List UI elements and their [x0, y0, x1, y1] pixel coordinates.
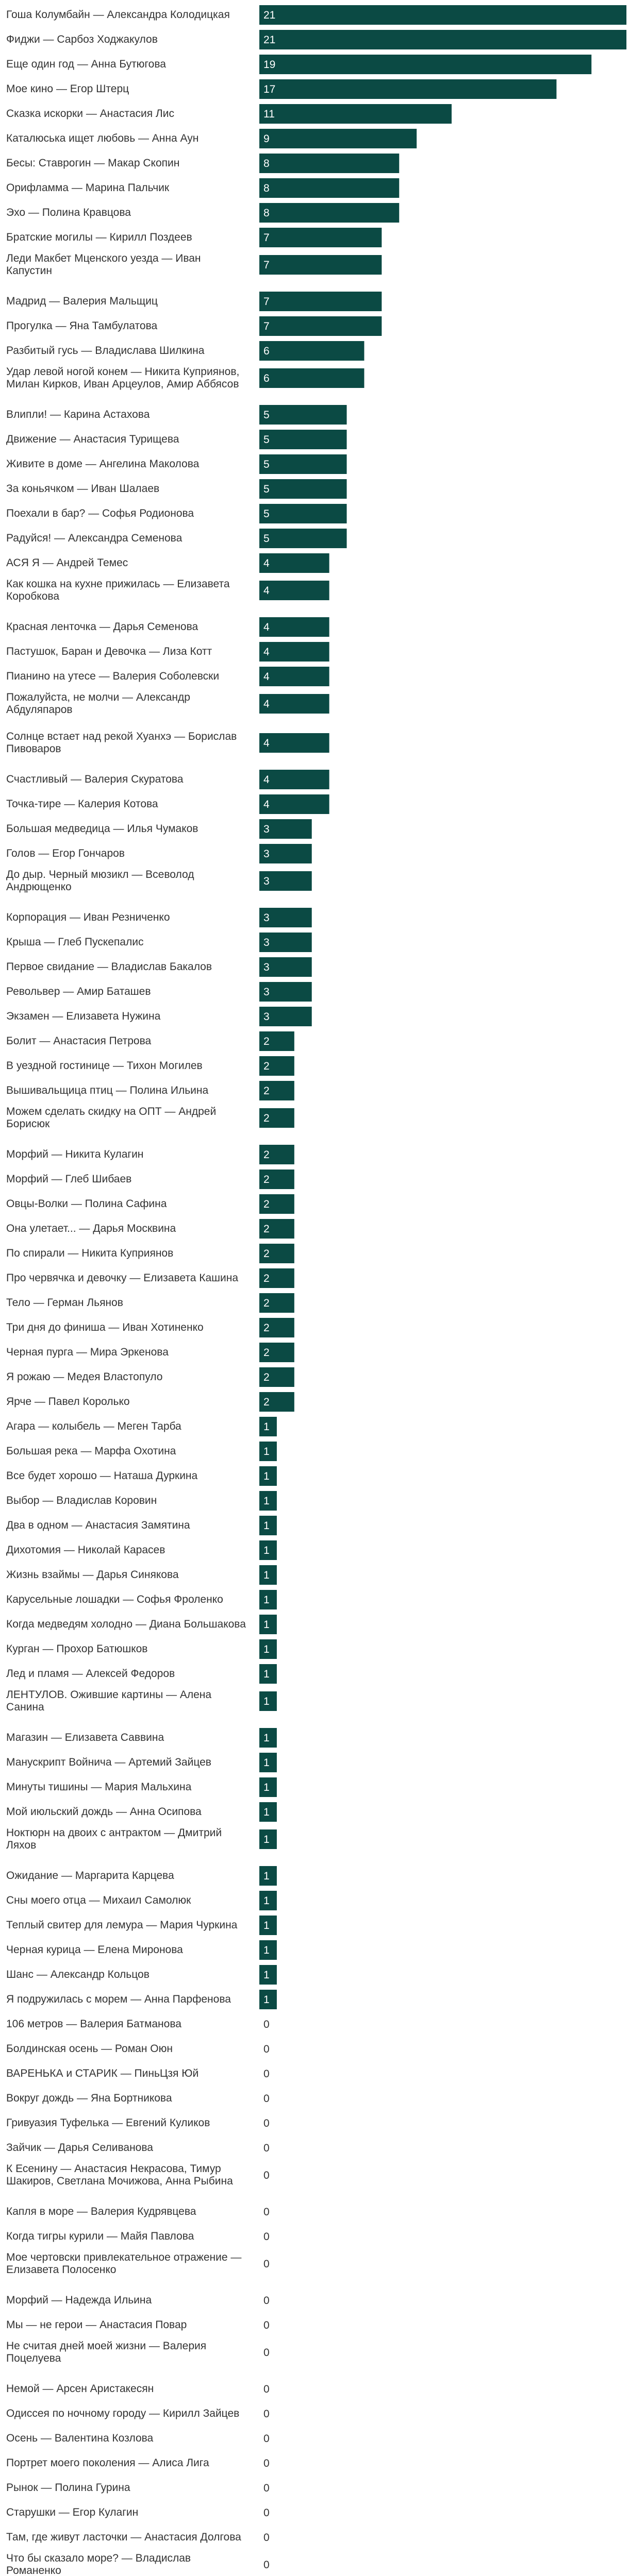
- value-label: 0: [263, 2458, 270, 2469]
- value-label: 0: [263, 2258, 270, 2270]
- bar: [259, 203, 399, 223]
- bar: [259, 504, 347, 523]
- category-label: Удар левой ногой конем — Никита Куприянов, Милан Кирков, Иван Арцеулов, Амир Аббясов: [6, 366, 240, 390]
- value-label: 0: [263, 2295, 270, 2307]
- category-label: Красная ленточка — Дарья Семенова: [6, 621, 198, 633]
- value-label: 7: [263, 259, 270, 271]
- category-label: Мое чертовски привлекательное отражение — Елизавета Полосенко: [6, 2251, 242, 2276]
- category-label: Пожалуйста, не молчи — Александр Абдуляпаров: [6, 691, 190, 716]
- category-label: Не считая дней моей жизни — Валерия Поцелуева: [6, 2340, 207, 2364]
- value-label: 0: [263, 2019, 270, 2030]
- value-label: 0: [263, 2231, 270, 2243]
- bar: [259, 733, 329, 753]
- category-label: Точка-тире — Калерия Котова: [6, 798, 158, 810]
- category-label: Карусельные лошадки — Софья Фроленко: [6, 1594, 223, 1605]
- value-label: 8: [263, 207, 270, 219]
- category-label: Пастушок, Баран и Девочка — Лиза Котт: [6, 646, 212, 657]
- category-label: За коньячком — Иван Шалаев: [6, 483, 160, 495]
- category-label: Три дня до финиша — Иван Хотиненко: [6, 1321, 204, 1333]
- value-label: 6: [263, 372, 270, 384]
- value-label: 1: [263, 1994, 270, 2006]
- bar: [259, 642, 329, 662]
- category-label: Теплый свитер для лемура — Мария Чуркина: [6, 1919, 238, 1931]
- value-label: 3: [263, 875, 270, 887]
- value-label: 3: [263, 848, 270, 860]
- category-label: Голов — Егор Гончаров: [6, 848, 125, 859]
- bar: [259, 770, 329, 789]
- value-label: 1: [263, 1895, 270, 1907]
- category-label: 106 метров — Валерия Батманова: [6, 2018, 181, 2030]
- value-label: 8: [263, 158, 270, 170]
- value-label: 0: [263, 2347, 270, 2359]
- value-label: 2: [263, 1371, 270, 1383]
- category-label: Агара — колыбель — Меген Тарба: [6, 1420, 181, 1432]
- value-label: 11: [263, 108, 275, 120]
- bar: [259, 405, 347, 425]
- value-label: 2: [263, 1223, 270, 1235]
- value-label: 1: [263, 1920, 270, 1931]
- category-label: Она улетает... — Дарья Москвина: [6, 1223, 176, 1234]
- category-label: ВАРЕНЬКА и СТАРИК — ПиньЦзя Юй: [6, 2067, 199, 2079]
- value-label: 5: [263, 508, 270, 520]
- category-label: Я рожаю — Медея Властопуло: [6, 1371, 163, 1383]
- value-label: 3: [263, 986, 270, 998]
- bar: [259, 341, 364, 361]
- value-label: 2: [263, 1085, 270, 1097]
- category-label: К Есенину — Анастасия Некрасова, Тимур Шакиров, Светлана Мочижова, Анна Рыбина: [6, 2163, 233, 2187]
- category-label: Большая река — Марфа Охотина: [6, 1445, 176, 1457]
- value-label: 1: [263, 1782, 270, 1793]
- value-label: 0: [263, 2068, 270, 2080]
- value-label: 4: [263, 671, 270, 683]
- category-label: Про червячка и девочку — Елизавета Кашина: [6, 1272, 239, 1284]
- category-label: Сказка искорки — Анастасия Лис: [6, 108, 174, 120]
- value-label: 0: [263, 2206, 270, 2218]
- bar: [259, 30, 626, 49]
- category-label: Болдинская осень — Роман Оюн: [6, 2043, 173, 2055]
- bar: [259, 5, 626, 25]
- category-label: Зайчик — Дарья Селиванова: [6, 2142, 153, 2154]
- bar: [259, 529, 347, 548]
- category-label: Корпорация — Иван Резниченко: [6, 911, 170, 923]
- value-label: 1: [263, 1732, 270, 1744]
- category-label: Все будет хорошо — Наташа Дуркина: [6, 1470, 198, 1482]
- category-label: Магазин — Елизавета Саввина: [6, 1732, 164, 1743]
- category-label: Как кошка на кухне прижилась — Елизавета Коробкова: [6, 578, 230, 602]
- bar: [259, 104, 452, 124]
- value-label: 2: [263, 1174, 270, 1185]
- category-label: Старушки — Егор Кулагин: [6, 2506, 139, 2518]
- category-label: Еще один год — Анна Бутюгова: [6, 58, 166, 70]
- category-label: Эхо — Полина Кравцова: [6, 207, 131, 218]
- category-label: Прогулка — Яна Тамбулатова: [6, 320, 158, 332]
- bar: [259, 79, 556, 99]
- category-label: Револьвер — Амир Баташев: [6, 986, 151, 997]
- value-label: 1: [263, 1757, 270, 1769]
- category-label: Вокруг дождь — Яна Бортникова: [6, 2092, 172, 2104]
- category-label: Портрет моего поколения — Алиса Лига: [6, 2457, 209, 2469]
- category-label: Болит — Анастасия Петрова: [6, 1035, 152, 1047]
- category-label: Когда тигры курили — Майя Павлова: [6, 2230, 194, 2242]
- bar: [259, 316, 382, 336]
- value-label: 2: [263, 1248, 270, 1260]
- value-label: 4: [263, 698, 270, 710]
- value-label: 1: [263, 1520, 270, 1532]
- category-label: Овцы-Волки — Полина Сафина: [6, 1198, 167, 1210]
- value-label: 2: [263, 1198, 270, 1210]
- category-label: Капля в море — Валерия Кудрявцева: [6, 2206, 196, 2217]
- category-label: Бесы: Ставрогин — Макар Скопин: [6, 157, 180, 169]
- category-label: По спирали — Никита Куприянов: [6, 1247, 174, 1259]
- category-label: Черная пурга — Мира Эркенова: [6, 1346, 169, 1358]
- value-label: 0: [263, 2507, 270, 2519]
- value-label: 0: [263, 2433, 270, 2445]
- value-label: 5: [263, 434, 270, 446]
- category-label: Манускрипт Войнича — Артемий Зайцев: [6, 1756, 211, 1768]
- category-label: Разбитый гусь — Владислава Шилкина: [6, 345, 205, 357]
- value-label: 3: [263, 937, 270, 948]
- category-label: Большая медведица — Илья Чумаков: [6, 823, 198, 835]
- value-label: 1: [263, 1696, 270, 1707]
- category-label: Там, где живут ласточки — Анастасия Долгова: [6, 2531, 241, 2543]
- bar: [259, 129, 417, 148]
- category-label: Рынок — Полина Гурина: [6, 2482, 130, 2494]
- category-label: В уездной гостинице — Тихон Могилев: [6, 1060, 203, 1072]
- value-label: 1: [263, 1668, 270, 1680]
- category-label: Первое свидание — Владислав Бакалов: [6, 961, 212, 973]
- value-label: 4: [263, 621, 270, 633]
- value-label: 9: [263, 133, 270, 145]
- value-label: 0: [263, 2408, 270, 2420]
- value-label: 0: [263, 2532, 270, 2544]
- value-label: 8: [263, 182, 270, 194]
- value-label: 4: [263, 799, 270, 810]
- value-label: 1: [263, 1969, 270, 1981]
- value-label: 2: [263, 1322, 270, 1334]
- category-label: Морфий — Надежда Ильина: [6, 2294, 152, 2306]
- value-label: 1: [263, 1619, 270, 1631]
- value-label: 0: [263, 2043, 270, 2055]
- category-label: Выбор — Владислав Коровин: [6, 1495, 157, 1506]
- value-label: 3: [263, 1011, 270, 1023]
- value-label: 5: [263, 483, 270, 495]
- value-label: 4: [263, 646, 270, 658]
- value-label: 19: [263, 59, 276, 71]
- category-label: Мое кино — Егор Штерц: [6, 83, 129, 95]
- value-label: 1: [263, 1806, 270, 1818]
- value-label: 1: [263, 1944, 270, 1956]
- value-label: 1: [263, 1495, 270, 1507]
- category-label: Ноктюрн на двоих с антрактом — Дмитрий Ляхов: [6, 1827, 222, 1851]
- category-label: Лед и пламя — Алексей Федоров: [6, 1668, 175, 1680]
- category-label: Ожидание — Маргарита Карцева: [6, 1870, 174, 1882]
- value-label: 5: [263, 459, 270, 470]
- category-label: Два в одном — Анастасия Замятина: [6, 1519, 190, 1531]
- bar: [259, 617, 329, 637]
- category-label: Курган — Прохор Батюшков: [6, 1643, 148, 1655]
- value-label: 2: [263, 1060, 270, 1072]
- category-label: Орифламма — Марина Пальчик: [6, 182, 170, 194]
- value-label: 1: [263, 1545, 270, 1556]
- bar: [259, 479, 347, 499]
- category-label: Мой июльский дождь — Анна Осипова: [6, 1806, 202, 1818]
- bar: [259, 694, 329, 714]
- value-label: 3: [263, 912, 270, 924]
- category-label: Морфий — Глеб Шибаев: [6, 1173, 132, 1185]
- category-label: Солнце встает над рекой Хуанхэ — Борислав Пивоваров: [6, 731, 237, 755]
- value-label: 2: [263, 1273, 270, 1284]
- category-label: Дихотомия — Николай Карасев: [6, 1544, 165, 1556]
- category-label: Морфий — Никита Кулагин: [6, 1148, 144, 1160]
- value-label: 5: [263, 409, 270, 421]
- category-label: Радуйся! — Александра Семенова: [6, 532, 183, 544]
- bar: [259, 292, 382, 311]
- category-label: Минуты тишины — Мария Мальхина: [6, 1781, 192, 1793]
- value-label: 0: [263, 2142, 270, 2154]
- category-label: Тело — Герман Льянов: [6, 1297, 123, 1309]
- bar: [259, 454, 347, 474]
- category-label: Осень — Валентина Козлова: [6, 2432, 154, 2444]
- bar: [259, 553, 329, 573]
- value-label: 2: [263, 1112, 270, 1124]
- value-label: 5: [263, 533, 270, 545]
- value-label: 0: [263, 2117, 270, 2129]
- category-label: Крыша — Глеб Пускепалис: [6, 936, 144, 948]
- category-label: Вышивальщица птиц — Полина Ильина: [6, 1084, 209, 1096]
- value-label: 1: [263, 1594, 270, 1606]
- category-label: Экзамен — Елизавета Нужина: [6, 1010, 161, 1022]
- value-label: 0: [263, 2093, 270, 2105]
- value-label: 2: [263, 1149, 270, 1161]
- category-label: Живите в доме — Ангелина Маколова: [6, 458, 200, 470]
- category-label: Немой — Арсен Аристакесян: [6, 2383, 154, 2395]
- category-label: Гоша Колумбайн — Александра Колодицкая: [6, 9, 230, 21]
- value-label: 1: [263, 1870, 270, 1882]
- bar: [259, 178, 399, 198]
- value-label: 2: [263, 1396, 270, 1408]
- value-label: 1: [263, 1470, 270, 1482]
- bar: [259, 581, 329, 600]
- category-label: Ярче — Павел Королько: [6, 1396, 130, 1408]
- bar: [259, 667, 329, 686]
- value-label: 7: [263, 296, 270, 308]
- bar: [259, 255, 382, 275]
- value-label: 6: [263, 345, 270, 357]
- category-label: Можем сделать скидку на ОПТ — Андрей Борисюк: [6, 1106, 217, 1130]
- value-label: 1: [263, 1421, 270, 1433]
- bar: [259, 228, 382, 247]
- value-label: 1: [263, 1643, 270, 1655]
- value-label: 1: [263, 1446, 270, 1458]
- category-label: АСЯ Я — Андрей Темес: [6, 557, 128, 569]
- value-label: 3: [263, 961, 270, 973]
- value-label: 17: [263, 83, 276, 95]
- category-label: Одиссея по ночному городу — Кирилл Зайцев: [6, 2408, 240, 2419]
- value-label: 21: [263, 9, 276, 21]
- value-label: 3: [263, 823, 270, 835]
- value-label: 4: [263, 557, 270, 569]
- category-label: Сны моего отца — Михаил Самолюк: [6, 1894, 191, 1906]
- category-label: Пианино на утесе — Валерия Соболевски: [6, 670, 220, 682]
- value-label: 2: [263, 1297, 270, 1309]
- value-label: 0: [263, 2383, 270, 2395]
- bar: [259, 430, 347, 449]
- category-label: Что бы сказало море? — Владислав Романенко: [6, 2552, 191, 2576]
- category-label: Когда медведям холодно — Диана Большакова: [6, 1618, 246, 1630]
- category-label: Каталюська ищет любовь — Анна Аун: [6, 132, 199, 144]
- category-label: ЛЕНТУЛОВ. Ожившие картины — Алена Санина: [6, 1689, 212, 1713]
- category-label: До дыр. Черный мюзикл — Всеволод Андрющенко: [6, 869, 194, 893]
- category-label: Гривуазия Туфелька — Евгений Куликов: [6, 2117, 210, 2129]
- category-label: Мадрид — Валерия Мальщиц: [6, 295, 158, 307]
- value-label: 7: [263, 232, 270, 244]
- category-label: Братские могилы — Кирилл Поздеев: [6, 231, 192, 243]
- category-label: Жизнь взаймы — Дарья Синякова: [6, 1569, 179, 1581]
- category-label: Я подружилась с морем — Анна Парфенова: [6, 1993, 231, 2005]
- value-label: 0: [263, 2170, 270, 2181]
- value-label: 1: [263, 1569, 270, 1581]
- category-label: Счастливый — Валерия Скуратова: [6, 773, 184, 785]
- category-label: Шанс — Александр Кольцов: [6, 1969, 150, 1980]
- bar: [259, 154, 399, 173]
- value-label: 0: [263, 2482, 270, 2494]
- value-label: 2: [263, 1347, 270, 1359]
- value-label: 0: [263, 2559, 270, 2571]
- bar: [259, 55, 591, 74]
- category-label: Черная курица — Елена Миронова: [6, 1944, 183, 1956]
- value-label: 0: [263, 2319, 270, 2331]
- value-label: 7: [263, 320, 270, 332]
- value-label: 4: [263, 774, 270, 786]
- value-label: 4: [263, 585, 270, 597]
- category-label: Движение — Анастасия Турищева: [6, 433, 179, 445]
- value-label: 4: [263, 737, 270, 749]
- category-label: Мы — не герои — Анастасия Повар: [6, 2319, 187, 2331]
- category-label: Влипли! — Карина Астахова: [6, 409, 150, 420]
- value-label: 2: [263, 1036, 270, 1047]
- category-label: Фиджи — Сарбоз Ходжакулов: [6, 33, 158, 45]
- category-label: Леди Макбет Мценского уезда — Иван Капустин: [6, 252, 201, 277]
- category-label: Поехали в бар? — Софья Родионова: [6, 507, 194, 519]
- value-label: 21: [263, 34, 276, 46]
- value-label: 1: [263, 1834, 270, 1845]
- bar: [259, 794, 329, 814]
- bar: [259, 368, 364, 388]
